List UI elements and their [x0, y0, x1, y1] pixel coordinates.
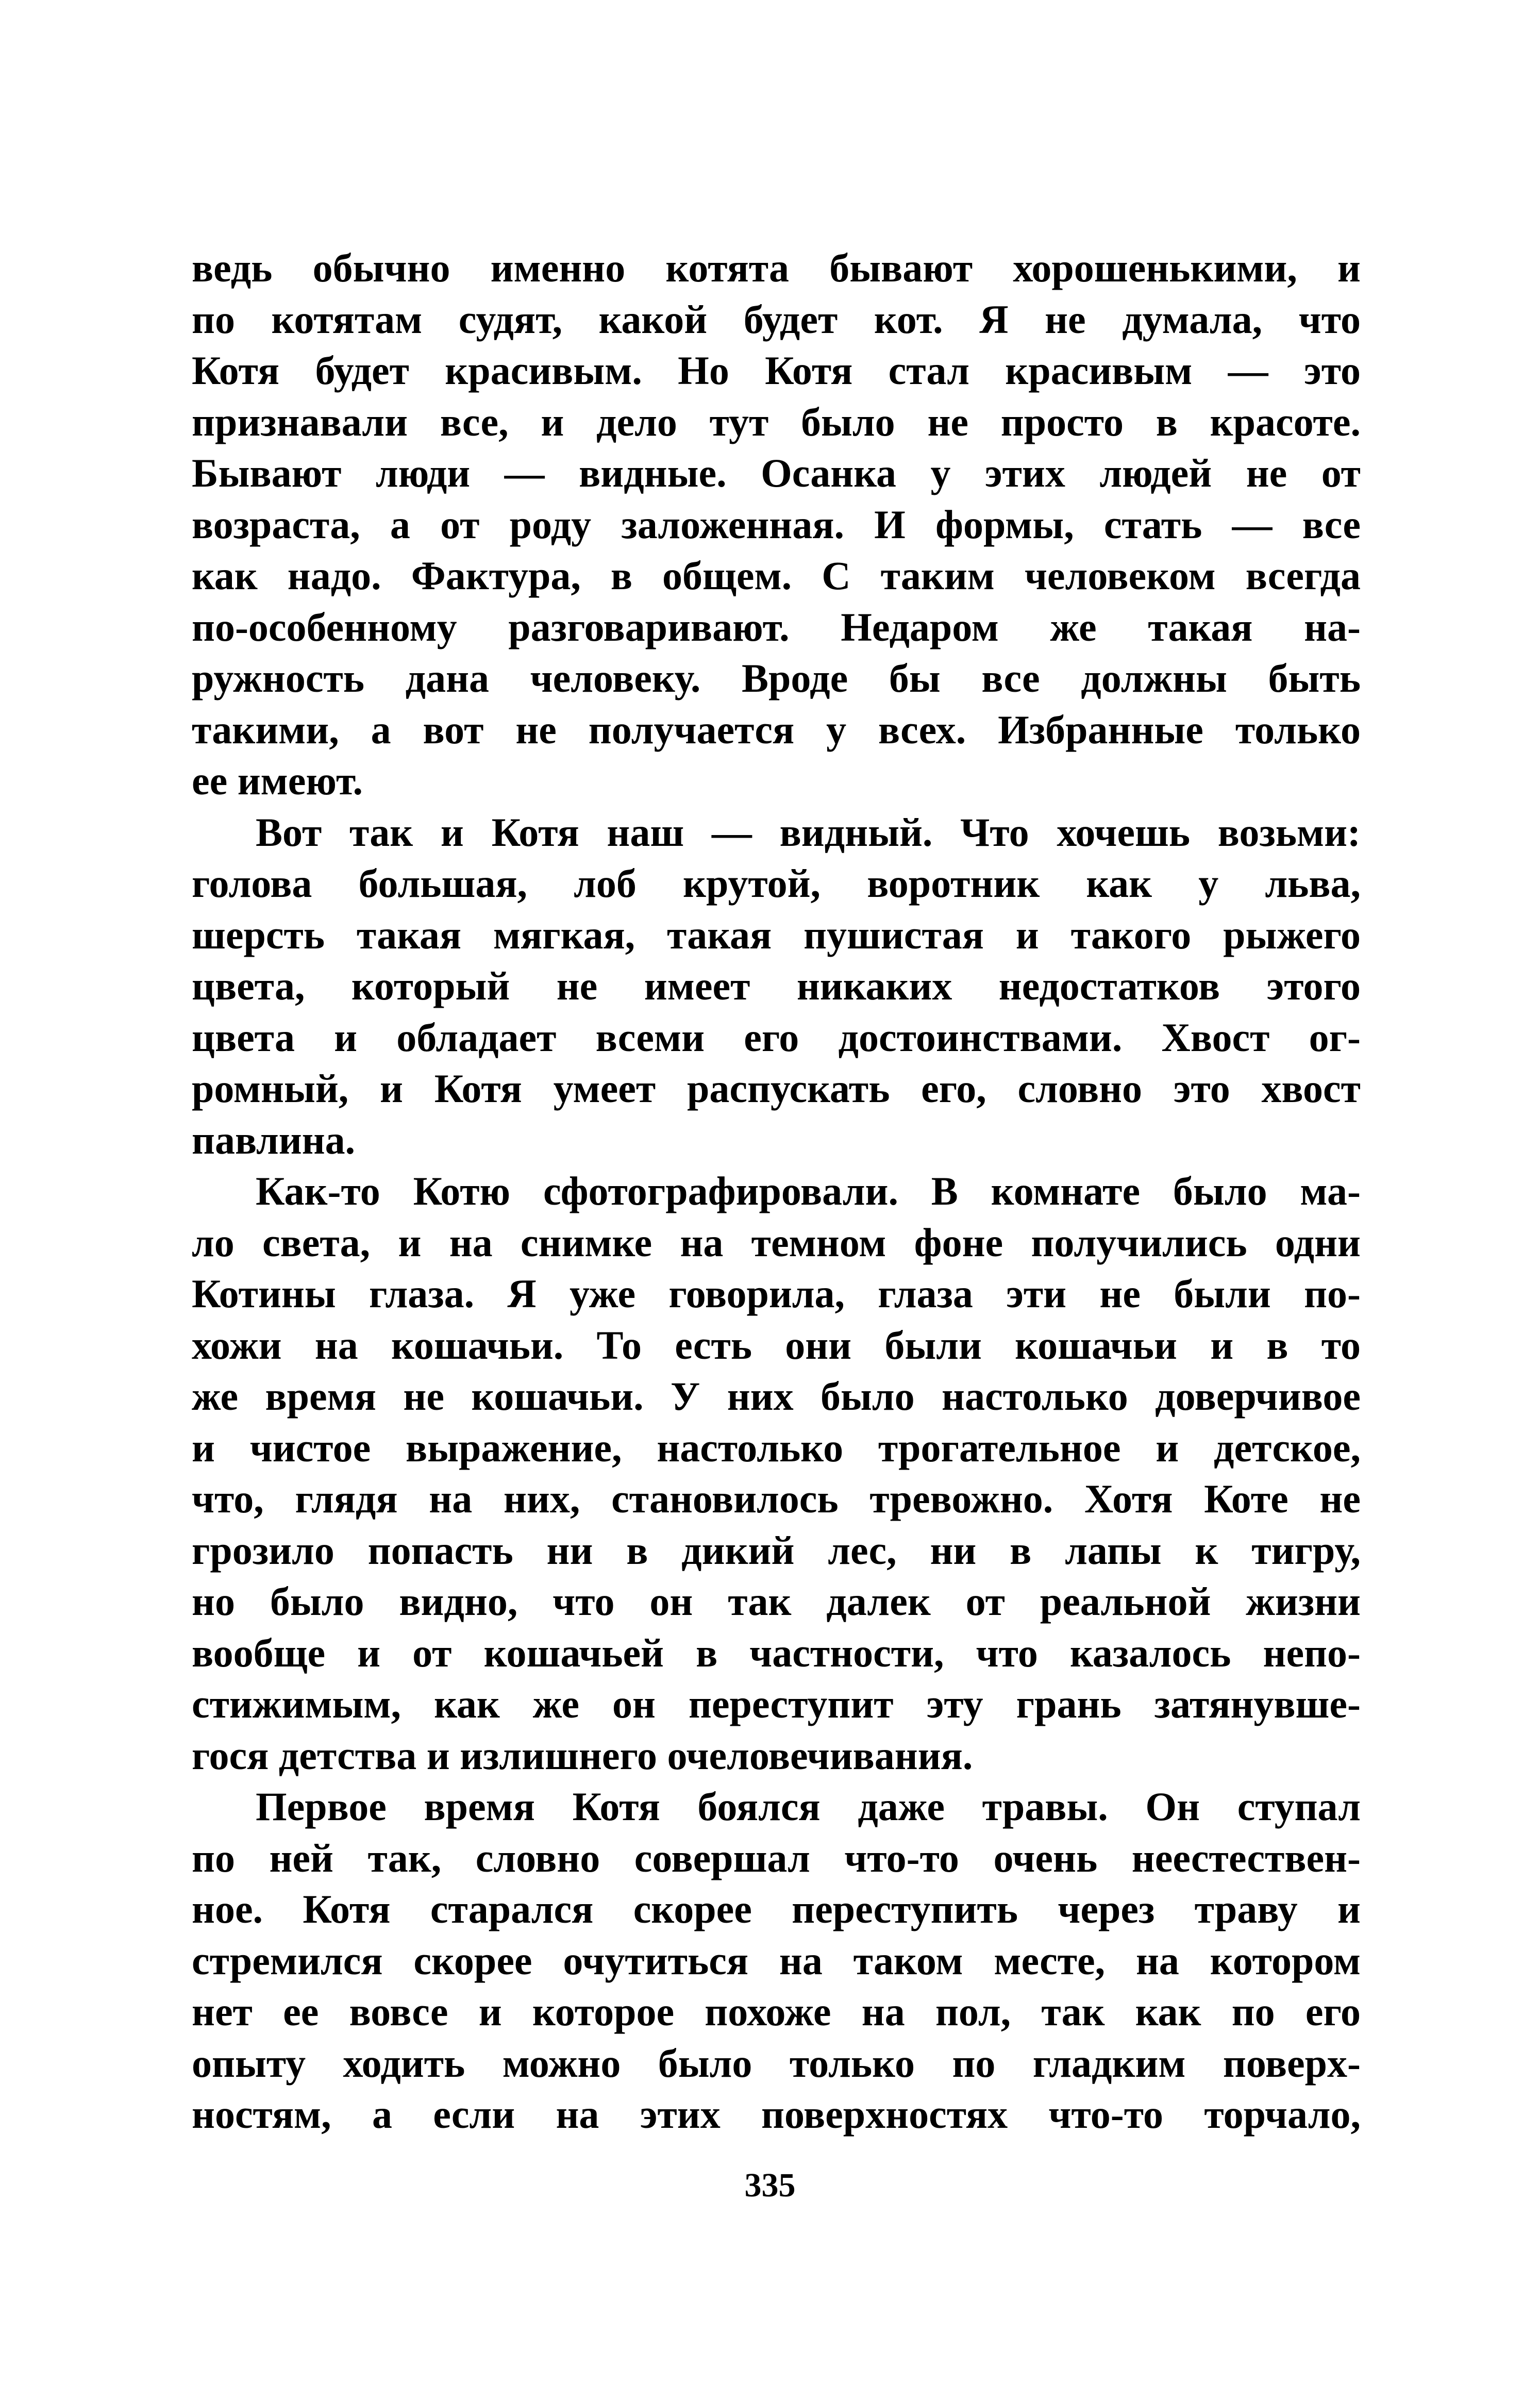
text-line: Первое время Котя боялся даже травы. Он ступал — [256, 1784, 1361, 1829]
text-line: ло света, и на снимке на темном фоне получились одни — [192, 1220, 1361, 1265]
text-line: грозило попасть ни в дикий лес, ни в лапы к тигру, — [192, 1527, 1361, 1573]
body-text — [192, 242, 1361, 2140]
text-line: стижимым, как же он переступит эту грань затянувше- — [192, 1681, 1361, 1726]
text-line: Бывают люди — видные. Осанка у этих людей не от — [192, 451, 1361, 495]
text-line: стремился скорее очутиться на таком месте, на котором — [192, 1938, 1361, 1983]
text-line: такими, а вот не получается у всех. Избранные только — [192, 707, 1361, 752]
text-line: возраста, а от роду заложенная. И формы, стать — все — [192, 502, 1361, 547]
text-line: опыту ходить можно было только по гладким поверх- — [192, 2040, 1361, 2086]
text-line: признавали все, и дело тут было не просто в красоте. — [192, 399, 1361, 444]
text-line: Как-то Котю сфотографировали. В комнате было ма- — [256, 1169, 1361, 1213]
text-line: ружность дана человеку. Вроде бы все должны быть — [192, 656, 1361, 701]
text-line: голова большая, лоб крутой, воротник как у льва, — [192, 861, 1361, 906]
text-line: ное. Котя старался скорее переступить через траву и — [192, 1887, 1361, 1931]
text-line: ее имеют. — [192, 758, 363, 803]
text-line: цвета, который не имеет никаких недостатков этого — [192, 963, 1361, 1008]
text-line: павлина. — [192, 1117, 356, 1162]
text-line: по ней так, словно совершал что-то очень неестествен- — [192, 1835, 1361, 1880]
text-line: Котя будет красивым. Но Котя стал красивым — это — [192, 348, 1361, 393]
text-line: по котятам судят, какой будет кот. Я не думала, что — [192, 296, 1361, 342]
text-line: ведь обычно именно котята бывают хорошенькими, и — [192, 245, 1361, 290]
text-line: Вот так и Котя наш — видный. Что хочешь возьми: — [256, 809, 1361, 855]
text-line: ностям, а если на этих поверхностях что-то торчало, — [192, 2092, 1361, 2137]
text-line: и чистое выражение, настолько трогательное и детское, — [192, 1425, 1361, 1470]
page-number: 335 — [744, 2166, 796, 2204]
text-line: же время не кошачьи. У них было настолько доверчивое — [192, 1374, 1361, 1419]
text-line: нет ее вовсе и которое похоже на пол, так как по его — [192, 1989, 1361, 2034]
text-line: шерсть такая мягкая, такая пушистая и такого рыжего — [192, 912, 1361, 957]
text-line: вообще и от кошачьей в частности, что казалось непо- — [192, 1630, 1361, 1675]
text-line: по-особенному разговаривают. Недаром же такая на- — [192, 604, 1361, 649]
text-line: хожи на кошачьи. То есть они были кошачьи и в то — [192, 1322, 1361, 1368]
text-line: цвета и обладает всеми его достоинствами. Хвост ог- — [192, 1014, 1361, 1060]
text-line: Котины глаза. Я уже говорила, глаза эти не были по- — [192, 1271, 1361, 1316]
text-line: но было видно, что он так далек от реальной жизни — [192, 1579, 1361, 1624]
text-line: что, глядя на них, становилось тревожно. Хотя Коте не — [192, 1476, 1361, 1521]
text-line: как надо. Фактура, в общем. С таким человеком всегда — [192, 553, 1361, 598]
text-line: ромный, и Котя умеет распускать его, словно это хвост — [192, 1066, 1361, 1111]
text-line: гося детства и излишнего очеловечивания. — [192, 1732, 973, 1778]
